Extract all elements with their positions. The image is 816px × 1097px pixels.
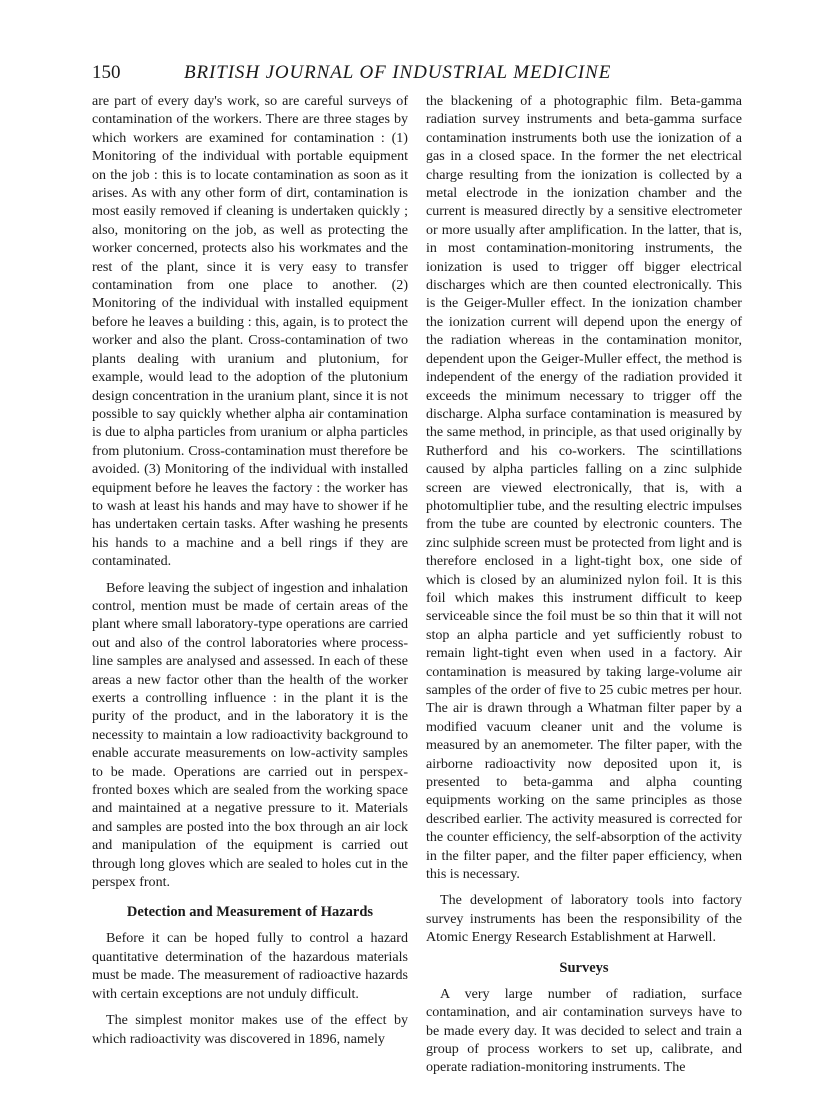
paragraph: the blackening of a photographic film. Beta-gamma radiation survey instruments and beta-gamma surface contamination instruments both use the ionization of a gas in a closed space. In the former the net electrical charge resulting from the ionization is collected by a metal electrode in the ionization chamber and the current is measured directly by a sensitive electrometer or more usually after amplification. In the latter, that is, in most contamination-monitoring instruments, the ionization is used to trigger off bigger electrical discharges which are then counted electronically. This is the Geiger-Muller effect. In the ionization chamber the ionization current will depend upon the energy of the radiation whereas in the contamination monitor, dependent upon the Geiger-Muller effect, the method is independent of the energy of the radiation provided it exceeds the minimum necessary to trigger off the discharge. Alpha surface contamination is measured by the same method, in principle, as that used originally by Rutherford and his co-workers. The scintillations caused by alpha particles falling on a zinc sulphide screen are viewed electronically, that is, with a photomultiplier tube, and the resulting electric impulses from the tube are counted by electronic counters. The zinc sulphide screen must be protected from light and is therefore enclosed in a light-tight box, one side of which is closed by an aluminized nylon foil. It is this foil which makes this instrument difficult to keep serviceable since the foil must be so thin that it will not stop an alpha particle and yet sufficiently robust to remain light-tight even when used in a factory. Air contamination is measured by taking large-volume air samples of the order of five to 25 cubic metres per hour. The air is drawn through a Whatman filter paper by a modified vacuum cleaner unit and the volume is measured by an anemometer. The filter paper, with the airborne radioactivity now deposited upon it, is presented to beta-gamma and alpha counting equipments working on the same principles as those described earlier. The activity measured is corrected for the counter efficiency, the self-absorption of the activity in the filter paper, and the filter paper efficiency, when this is necessary. <box>426 93 742 883</box>
journal-title: BRITISH JOURNAL OF INDUSTRIAL MEDICINE <box>184 62 612 83</box>
paragraph: Before it can be hoped fully to control a hazard quantitative determination of the hazardous materials must be made. The measurement of radioactive hazards with certain exceptions are not unduly difficult. <box>92 930 408 1002</box>
paragraph: Before leaving the subject of ingestion and inhalation control, mention must be made of certain areas of the plant where small laboratory-type operations are carried out and also of the control laboratories where process-line samples are analysed and assessed. In each of these areas a new factor other than the health of the worker exerts a controlling influence : in the plant it is the purity of the product, and in the laboratory it is the necessity to maintain a low radioactivity background to enable accurate measurements on low-activity samples to be made. Operations are carried out in perspex-fronted boxes which are sealed from the working space and maintained at a negative pressure to it. Materials and samples are posted into the box through an air lock and manipulation of the equipment is carried out through long gloves which are sealed to holes cut in the perspex front. <box>92 579 408 891</box>
section-heading: Detection and Measurement of Hazards <box>126 904 374 921</box>
left-column <box>92 92 408 1048</box>
paragraph: A very large number of radiation, surface contamination, and air contamination surveys have to be made every day. It was decided to select and train a group of process workers to set up, calibrate, and operate radiation-monitoring instruments. The <box>426 985 742 1076</box>
section-heading: Surveys <box>559 959 609 976</box>
paragraph: The development of laboratory tools into factory survey instruments has been the responsibility of the Atomic Energy Research Establishment at Harwell. <box>426 892 742 946</box>
running-header <box>92 62 732 90</box>
paragraph: The simplest monitor makes use of the effect by which radioactivity was discovered in 1896, namely <box>92 1012 408 1047</box>
page-number: 150 <box>92 62 121 83</box>
right-column <box>426 92 742 1077</box>
paragraph: are part of every day's work, so are careful surveys of contamination of the workers. There are three stages by which workers are examined for contamination : (1) Monitoring of the individual with portable equipment on the job : this is to locate contamination as soon as it arises. As with any other form of dirt, contamination is most easily removed if cleaning is undertaken quickly ; also, monitoring on the job, as well as protecting the worker concerned, protects also his workmates and the rest of the plant, since it is very easy to transfer contamination from one place to another. (2) Monitoring of the individual with installed equipment before he leaves a building : this, again, is to protect the worker and also the plant. Cross-contamination of two plants dealing with uranium and plutonium, for example, would lead to the adoption of the plutonium design concentration in the uranium plant, since it is not possible to say quickly whether alpha air contamination is due to alpha particles from uranium or alpha particles from plutonium. Cross-contamination must therefore be avoided. (3) Monitoring of the individual with installed equipment before he leaves the factory : the worker has to wash at least his hands and may have to shower if he has undertaken certain tasks. After washing he presents his hands to a machine and a bell rings if they are contaminated. <box>92 93 408 570</box>
